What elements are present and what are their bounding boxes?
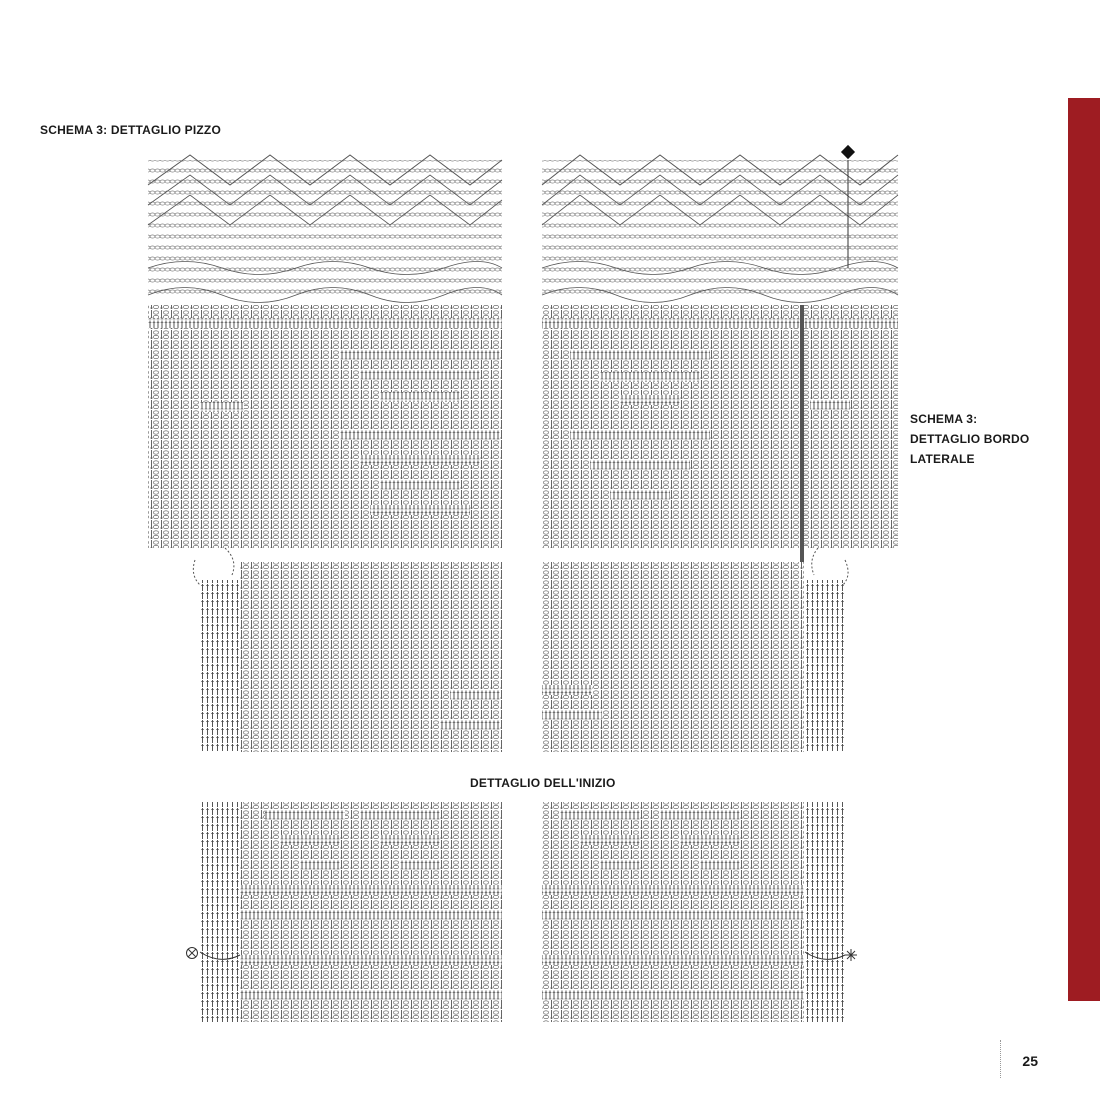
lace-detail-title: SCHEMA 3: DETTAGLIO PIZZO bbox=[40, 123, 221, 137]
circled-x-icon bbox=[187, 948, 198, 959]
start-detail-right-chart bbox=[542, 802, 845, 1022]
page-number: 25 bbox=[1022, 1053, 1038, 1069]
start-detail-left-chart bbox=[200, 802, 502, 1022]
side-border-title-line-1: SCHEMA 3: bbox=[910, 412, 978, 426]
lace-right-chart bbox=[542, 155, 898, 752]
side-border-title-line-3: LATERALE bbox=[910, 452, 975, 466]
side-border-title-line-2: DETTAGLIO BORDO bbox=[910, 432, 1030, 446]
lace-left-chart bbox=[148, 155, 502, 752]
start-detail-title: DETTAGLIO DELL'INIZIO bbox=[470, 776, 616, 790]
diamond-icon bbox=[841, 145, 855, 159]
asterisk-icon bbox=[845, 949, 857, 961]
